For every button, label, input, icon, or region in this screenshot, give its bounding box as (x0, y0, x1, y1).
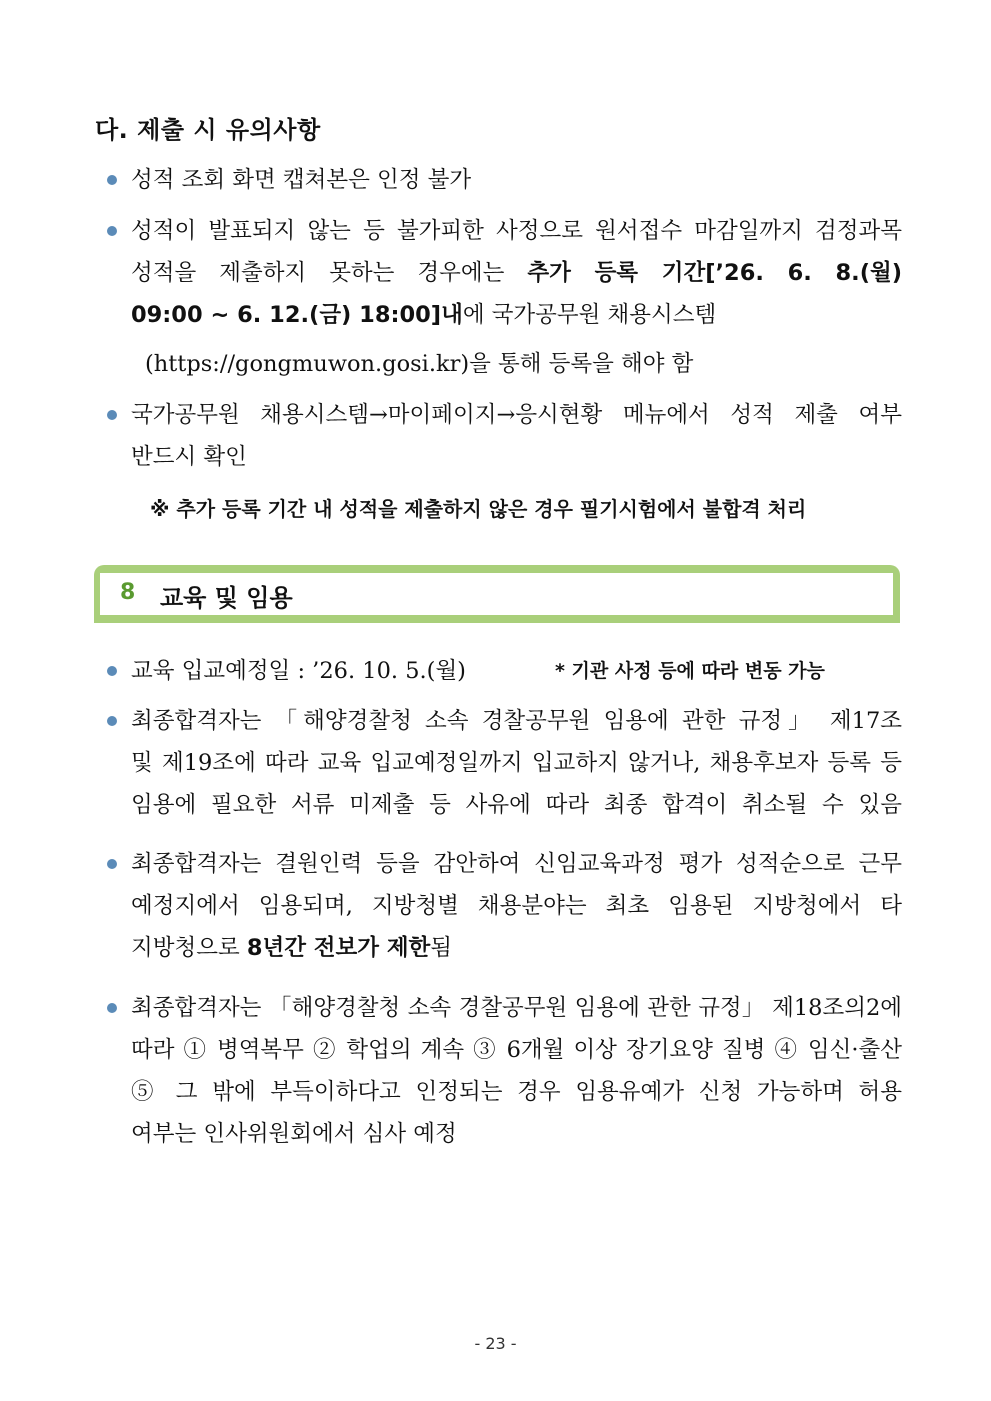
bullet-dot-icon (107, 859, 117, 869)
bullet-dot-icon (107, 1003, 117, 1013)
bullet-dot-icon (107, 175, 117, 185)
bullet-dot-icon (107, 666, 117, 676)
bullet-text: 교육 입교예정일 : ’26. 10. 5.(월) (131, 658, 466, 684)
bullet-text-line: 국가공무원 채용시스템→마이페이지→응시현황 메뉴에서 성적 제출 여부 (131, 402, 902, 428)
bullet-text-line: 최종합격자는 「해양경찰청 소속 경찰공무원 임용에 관한 규정」 제17조 (131, 708, 902, 734)
bullet-text-line: 성적을 제출하지 못하는 경우에는 (131, 260, 528, 286)
inline-note: * 기관 사정 등에 따라 변동 가능 (555, 660, 825, 682)
bullet-text: 성적 조회 화면 캡쳐본은 인정 불가 (131, 167, 472, 193)
bullet-text-line: 임용에 필요한 서류 미제출 등 사유에 따라 최종 합격이 취소될 수 있음 (131, 792, 902, 818)
bullet-text-line: 여부는 인사위원회에서 심사 예정 (131, 1121, 457, 1147)
bullet-text-line: 에 국가공무원 채용시스템 (462, 302, 717, 328)
bullet-text-line: 및 제19조에 따라 교육 입교예정일까지 입교하지 않거나, 채용후보자 등록 등 (131, 750, 902, 776)
bullet-text-line: (https://gongmuwon.gosi.kr)을 통해 등록을 해야 함 (145, 351, 694, 377)
emphasis-restriction: 8년간 전보가 제한 (246, 935, 431, 961)
bullet-text-line: 예정지에서 임용되며, 지방청별 채용분야는 최초 임용된 지방청에서 타 (131, 893, 902, 919)
emphasis-period: 추가 등록 기간[’26. 6. 8.(월) (527, 260, 903, 286)
bullet-text-line: 됨 (430, 935, 453, 961)
bullet-text-line: 따라 ① 병역복무 ② 학업의 계속 ③ 6개월 이상 장기요양 질병 ④ 임신·출산 (131, 1037, 902, 1063)
emphasis-period: 09:00 ~ 6. 12.(금) 18:00]내 (131, 302, 463, 328)
bullet-text-line: 지방청으로 (131, 935, 247, 961)
bullet-text-line: 성적이 발표되지 않는 등 불가피한 사정으로 원서접수 마감일까지 검정과목 (131, 218, 902, 244)
bullet-dot-icon (107, 410, 117, 420)
page-number: - 23 - (474, 1334, 517, 1353)
bullet-text-line: ⑤ 그 밖에 부득이하다고 인정되는 경우 임용유예가 신청 가능하며 허용 (131, 1079, 902, 1105)
bullet-text-line: 최종합격자는 「해양경찰청 소속 경찰공무원 임용에 관한 규정」 제18조의2에 (131, 995, 902, 1021)
section-title: 교육 및 임용 (160, 584, 293, 612)
bullet-text-line: 최종합격자는 결원인력 등을 감안하여 신임교육과정 평가 성적순으로 근무 (131, 851, 902, 877)
section-heading-da: 다. 제출 시 유의사항 (95, 116, 321, 144)
bullet-dot-icon (107, 226, 117, 236)
section-number: 8 (120, 580, 136, 605)
bullet-text-line: 반드시 확인 (131, 444, 247, 470)
bullet-dot-icon (107, 716, 117, 726)
warning-note: ※ 추가 등록 기간 내 성적을 제출하지 않은 경우 필기시험에서 불합격 처리 (150, 497, 807, 521)
